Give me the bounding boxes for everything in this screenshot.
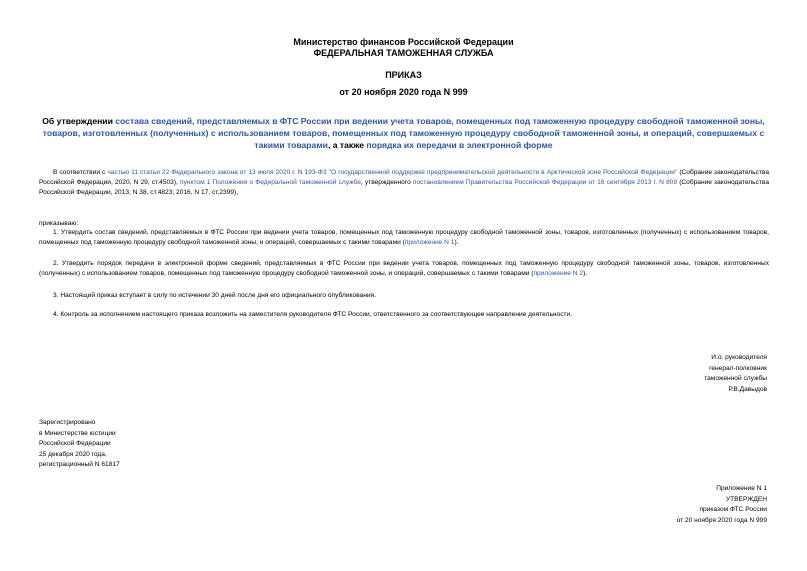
preamble-text1: (Собрание законодательства Российской Федерации, 2020, N 29, ст.4503),: [39, 169, 770, 186]
signature-position: И.о. руководителя: [711, 354, 767, 361]
title-middle: , а также: [327, 140, 367, 150]
preamble-intro: В соответствии с: [53, 169, 108, 176]
item2-end: ).: [583, 270, 588, 277]
order-heading: ПРИКАЗ: [385, 70, 422, 80]
signature-name: Р.В.Давыдов: [728, 385, 767, 393]
registration-date: 25 декабря 2020 года,: [39, 450, 107, 458]
title-link-procedure[interactable]: порядка их передачи в электронной форме: [366, 140, 553, 150]
appendix-order-ref: приказом ФТС России: [699, 506, 767, 513]
item2-appendix-link[interactable]: приложение N 2: [533, 270, 584, 277]
item2-text: 2. Утвердить порядок передачи в электронной форме сведений, представляемых в ФТС России при ведении учета товаров, помещенных под таможенную процедуру свободной таможенной зоны, товаров, изготовленных (полученных) с использованием товаров, помещенных под таможенную процедуру свободной таможенной зоны, и операций, совершаемых с такими товарами (: [39, 260, 769, 277]
appendix-block: [677, 484, 767, 526]
appendix-approved: УТВЕРЖДЕН: [725, 495, 767, 503]
registration-line-2: в Министерстве юстиции: [39, 429, 116, 437]
preamble-link-regulation[interactable]: пунктом 1 Положения о Федеральной таможенной службе: [180, 179, 361, 186]
signature-rank-service: таможенной службы: [704, 375, 767, 382]
ordered-word: приказываю:: [39, 220, 79, 227]
preamble-link-resolution[interactable]: постановлением Правительства Российской Федерации от 16 сентября 2013 г. N 809: [412, 179, 678, 186]
item4-text: 4. Контроль за исполнением настоящего приказа возложить на заместителя руководителя ФТС России, ответственного за соответствующее направление деятельности.: [53, 311, 573, 318]
appendix-number: Приложение N 1: [716, 485, 767, 492]
order-item-3: [39, 291, 769, 301]
preamble-text3: (Собрание законодательства Российской Федерации, 2013, N 38, ст.4823; 2016, N 17, ст.2399),: [39, 179, 769, 196]
item1-end: ).: [454, 239, 459, 246]
order-item-1: [39, 228, 769, 248]
order-item-4: [39, 310, 769, 320]
preamble-text2: , утвержденного: [360, 179, 413, 186]
registration-line-1: Зарегистрировано: [39, 419, 96, 426]
registration-number: регистрационный N 61817: [39, 461, 120, 468]
title-prefix: Об утверждении: [42, 116, 116, 126]
appendix-order-date: от 20 ноября 2020 года N 999: [676, 516, 767, 524]
ministry-name: Министерство финансов Российской Федерации: [293, 37, 514, 47]
service-name: ФЕДЕРАЛЬНАЯ ТАМОЖЕННАЯ СЛУЖБА: [313, 48, 494, 58]
registration-block: [39, 418, 120, 471]
registration-line-3: Российской Федерации: [39, 440, 111, 447]
order-date: от 20 ноября 2020 года N 999: [339, 87, 468, 97]
item3-text: 3. Настоящий приказ вступает в силу по истечении 30 дней после дня его официального опубликования.: [53, 292, 376, 299]
item1-text: 1. Утвердить состав сведений, представляемых в ФТС России при ведении учета товаров, помещенных под таможенную процедуру свободной таможенной зоны, товаров, изготовленных (полученных) с использованием товаров, помещенных под таможенную процедуру свободной таможенной зоны, и операций, совершаемых с такими товарами (: [39, 229, 769, 246]
document-title: [40, 115, 767, 151]
item1-appendix-link[interactable]: приложение N 1: [404, 239, 455, 246]
order-item-2: [39, 259, 769, 279]
preamble-link-federal-law[interactable]: частью 11 статьи 22 Федерального закона от 13 июля 2020 г. N 193-ФЗ "О государственной поддержке предпринимательской деятельности в Арктической зоне Российской Федерации": [107, 169, 678, 176]
preamble-paragraph: [39, 168, 769, 198]
signature-rank: генерал-полковник: [709, 364, 767, 372]
signature-block: [704, 353, 767, 395]
title-link-composition[interactable]: состава сведений, представляемых в ФТС России при ведении учета товаров, помещенных под таможенную процедуру свободной таможенной зоны, товаров, изготовленных (полученных) с использованием товаров, помещенных под таможенную процедуру свободной таможенной зоны, и операций, совершаемых с такими товарами: [42, 116, 765, 150]
